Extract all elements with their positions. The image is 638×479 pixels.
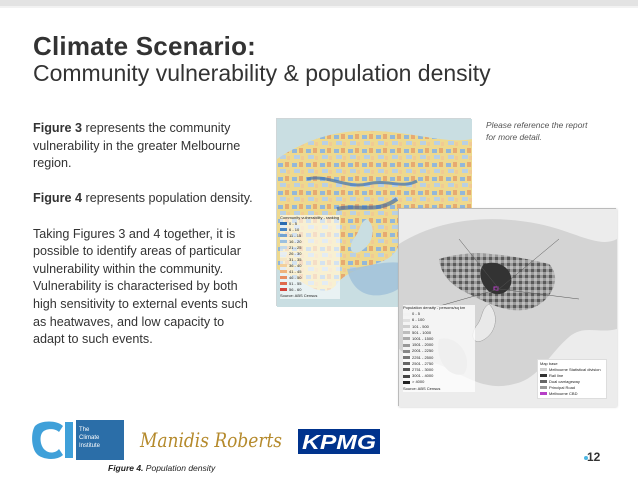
manidis-roberts-logo [136,424,286,456]
slide-subtitle: Community vulnerability & population density [33,60,491,86]
paragraph-3: Taking Figures 3 and 4 together, it is possible to identify areas of particular vulnerability within the community. Vulnerability is characterised by both high sensitivity to external events such as heatwaves, and low capacity to adapt to such events. [33,226,248,347]
legend-swatch [540,392,547,395]
legend-swatch [403,313,410,316]
legend-label: 501 - 1000 [412,329,432,335]
legend-label: 1001 - 1500 [412,336,434,342]
legend-swatch [403,325,410,328]
slide-title: Climate Scenario: [33,31,257,61]
climate-institute-logo [33,420,126,460]
manidis-roberts-wordmark [136,424,286,456]
paragraph-2-text: represents population density. [82,191,253,206]
reference-note: Please reference the report for more detail. [486,120,588,142]
legend-label: 46 - 50 [289,275,302,280]
legend-swatch [280,228,287,231]
ci-word-3: Institute [79,443,101,449]
legend-label: 11 - 15 [289,233,302,238]
legend-label: 26 - 30 [289,251,302,256]
legend-label: 2501 - 2750 [412,360,434,366]
legend-swatch [280,270,287,273]
legend-swatch [280,222,287,225]
legend-swatch [403,356,410,359]
legend-label: > 4000 [412,379,425,385]
legend-swatch [540,368,547,371]
ci-word-1: The [79,427,90,433]
legend-swatch [540,386,547,389]
legend-swatch [280,234,287,237]
legend-label: 31 - 35 [289,257,302,262]
legend-label: 0 - 5 [412,311,421,317]
paragraph-figure-3 [33,120,258,173]
legend-items [280,221,340,293]
caption-label: Figure 4. [108,463,144,473]
body-text [33,120,258,366]
legend-label: Dual carriageway [549,379,580,384]
legend-swatch [280,276,287,279]
legend-label: Melbourne Statistical division [549,367,601,372]
legend-label: 3001 - 4000 [412,373,434,379]
figure-4-ref: Figure 4 [33,191,82,206]
map-base-items [540,367,604,397]
legend-swatch [540,374,547,377]
legend-label: 6 - 10 [289,227,300,232]
paragraph-1-text: represents the community vulnerability in the greater Melbourne region. [33,121,241,171]
legend-label: Rail line [549,373,564,378]
paragraph-figure-4 [33,190,258,208]
legend-swatch [280,252,287,255]
climate-institute-mark [33,420,126,460]
legend-label: 21 - 25 [289,245,302,250]
legend-swatch [280,258,287,261]
density-legend [403,305,475,392]
legend-swatch [403,319,410,322]
legend-swatch [280,246,287,249]
legend-swatch [403,331,410,334]
figure-caption [108,463,215,473]
map-base-title: Map base [540,361,558,366]
legend-label: 2251 - 2500 [412,354,434,360]
legend-swatch [540,380,547,383]
figure-3-ref: Figure 3 [33,121,82,135]
caption-text: Population density [143,463,216,473]
population-density-map [398,208,616,406]
legend-swatch [280,240,287,243]
map-base-legend [537,359,607,399]
legend-label: 101 - 500 [412,323,429,329]
legend-swatch [403,368,410,371]
legend-label: Principal Road [549,385,576,390]
legend-label: 2001 - 2250 [412,348,434,354]
legend-item [540,391,604,397]
ci-word-2: Climate [79,435,100,441]
legend-label: 1501 - 2000 [412,342,434,348]
kpmg-text: KPMG [302,432,376,454]
legend-label: 2751 - 3000 [412,367,434,373]
legend-swatch [403,381,410,384]
legend-swatch [280,288,287,291]
legend-swatch [403,350,410,353]
legend-label: 36 - 40 [289,263,302,268]
legend-swatch [280,264,287,267]
legend-items [403,311,475,385]
kpmg-wordmark [298,425,380,458]
kpmg-logo [298,425,380,458]
legend-label: 56 - 60 [289,287,302,292]
legend-swatch [403,344,410,347]
top-accent-bar [0,0,638,6]
legend-swatch [403,375,410,378]
manidis-roberts-text: Manidis Roberts [139,428,282,452]
legend-label: 16 - 20 [289,239,302,244]
legend-label: 0 - 5 [289,221,298,226]
legend-swatch [280,282,287,285]
legend-label: 6 - 100 [412,317,425,323]
legend-label: 41 - 45 [289,269,302,274]
legend-source: Source: ABS Census [403,385,441,391]
legend-swatch [403,362,410,365]
legend-title: Community vulnerability - ranking [280,215,340,220]
legend-label: Melbourne CBD [549,391,578,396]
page-number: 12 [587,450,601,464]
legend-label: 51 - 55 [289,281,302,286]
legend-source: Source: ABS Census [280,293,318,298]
vulnerability-legend [280,215,340,299]
legend-title: Population density - persons/sq km [403,305,466,310]
legend-swatch [403,337,410,340]
